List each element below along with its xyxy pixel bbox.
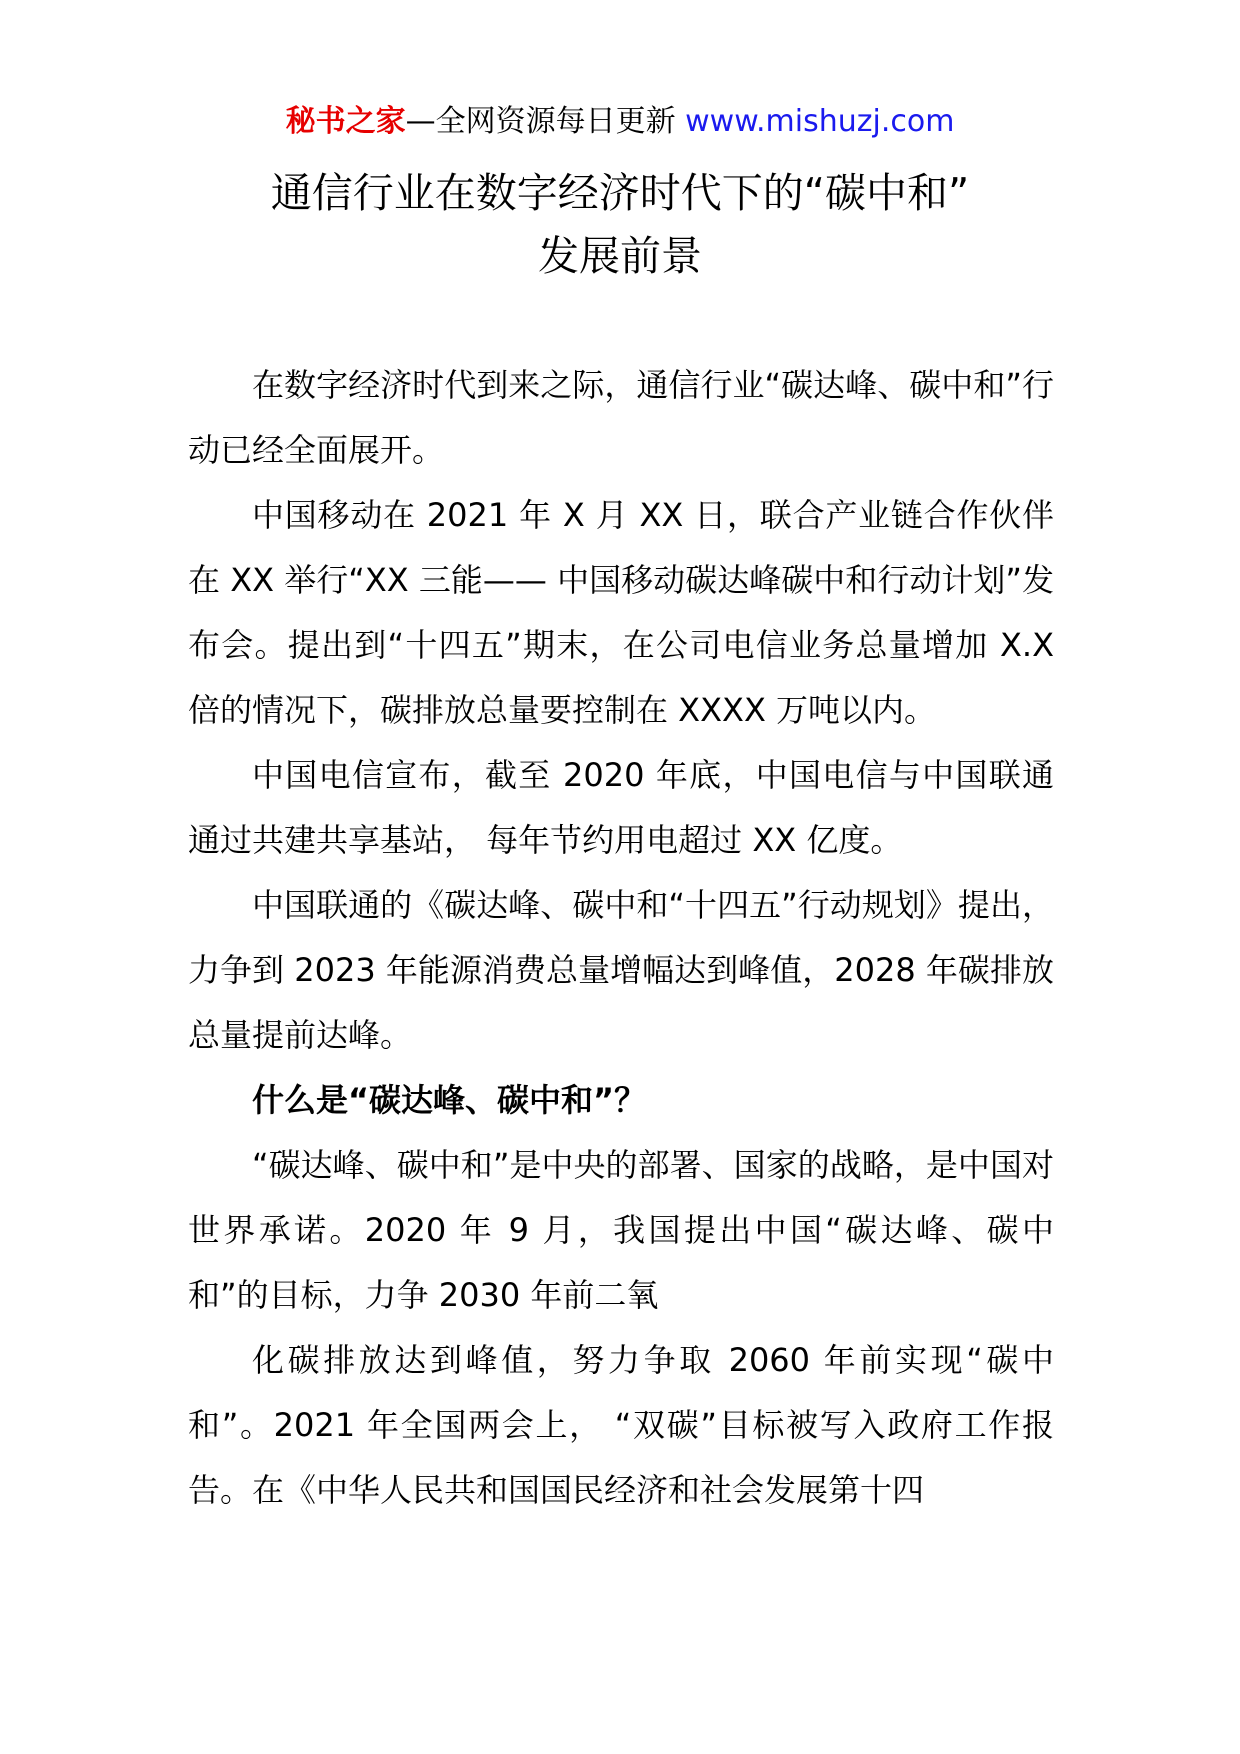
document-body — [188, 353, 1054, 1523]
paragraph-intro: 在数字经济时代到来之际，通信行业“碳达峰、碳中和”行动已经全面展开。 — [188, 366, 1054, 469]
paragraph-definition-cont: 化碳排放达到峰值，努力争取 2060 年前实现“碳中和”。2021 年全国两会上， “双碳”目标被写入政府工作报告。在《中华人民共和国国民经济和社会发展第十四 — [188, 1341, 1054, 1509]
paragraph-china-unicom: 中国联通的《碳达峰、碳中和“十四五”行动规划》提出，力争到 2023 年能源消费总量增幅达到峰值，2028 年碳排放总量提前达峰。 — [188, 886, 1054, 1054]
paragraph-definition: “碳达峰、碳中和”是中央的部署、国家的战略，是中国对世界承诺。2020 年 9 月，我国提出中国“碳达峰、碳中和”的目标，力争 2030 年前二氧 — [188, 1146, 1054, 1314]
document-title — [0, 162, 1240, 288]
section-heading: 什么是“碳达峰、碳中和”？ — [252, 1081, 647, 1119]
site-name: 秘书之家 — [285, 104, 406, 139]
site-tagline: —全网资源每日更新 — [405, 104, 686, 139]
title-line-1: 通信行业在数字经济时代下的“碳中和” — [270, 169, 970, 217]
title-line-2: 发展前景 — [538, 232, 702, 280]
site-header — [0, 100, 1240, 144]
site-url-link[interactable]: www.mishuzj.com — [685, 104, 955, 139]
paragraph-china-mobile: 中国移动在 2021 年 X 月 XX 日，联合产业链合作伙伴在 XX 举行“XX 三能—— 中国移动碳达峰碳中和行动计划”发布会。提出到“十四五”期末，在公司电信业务总量增加 X.X 倍的情况下，碳排放总量要控制在 XXXX 万吨以内。 — [188, 496, 1054, 729]
paragraph-china-telecom: 中国电信宣布，截至 2020 年底，中国电信与中国联通通过共建共享基站， 每年节约用电超过 XX 亿度。 — [188, 756, 1054, 859]
